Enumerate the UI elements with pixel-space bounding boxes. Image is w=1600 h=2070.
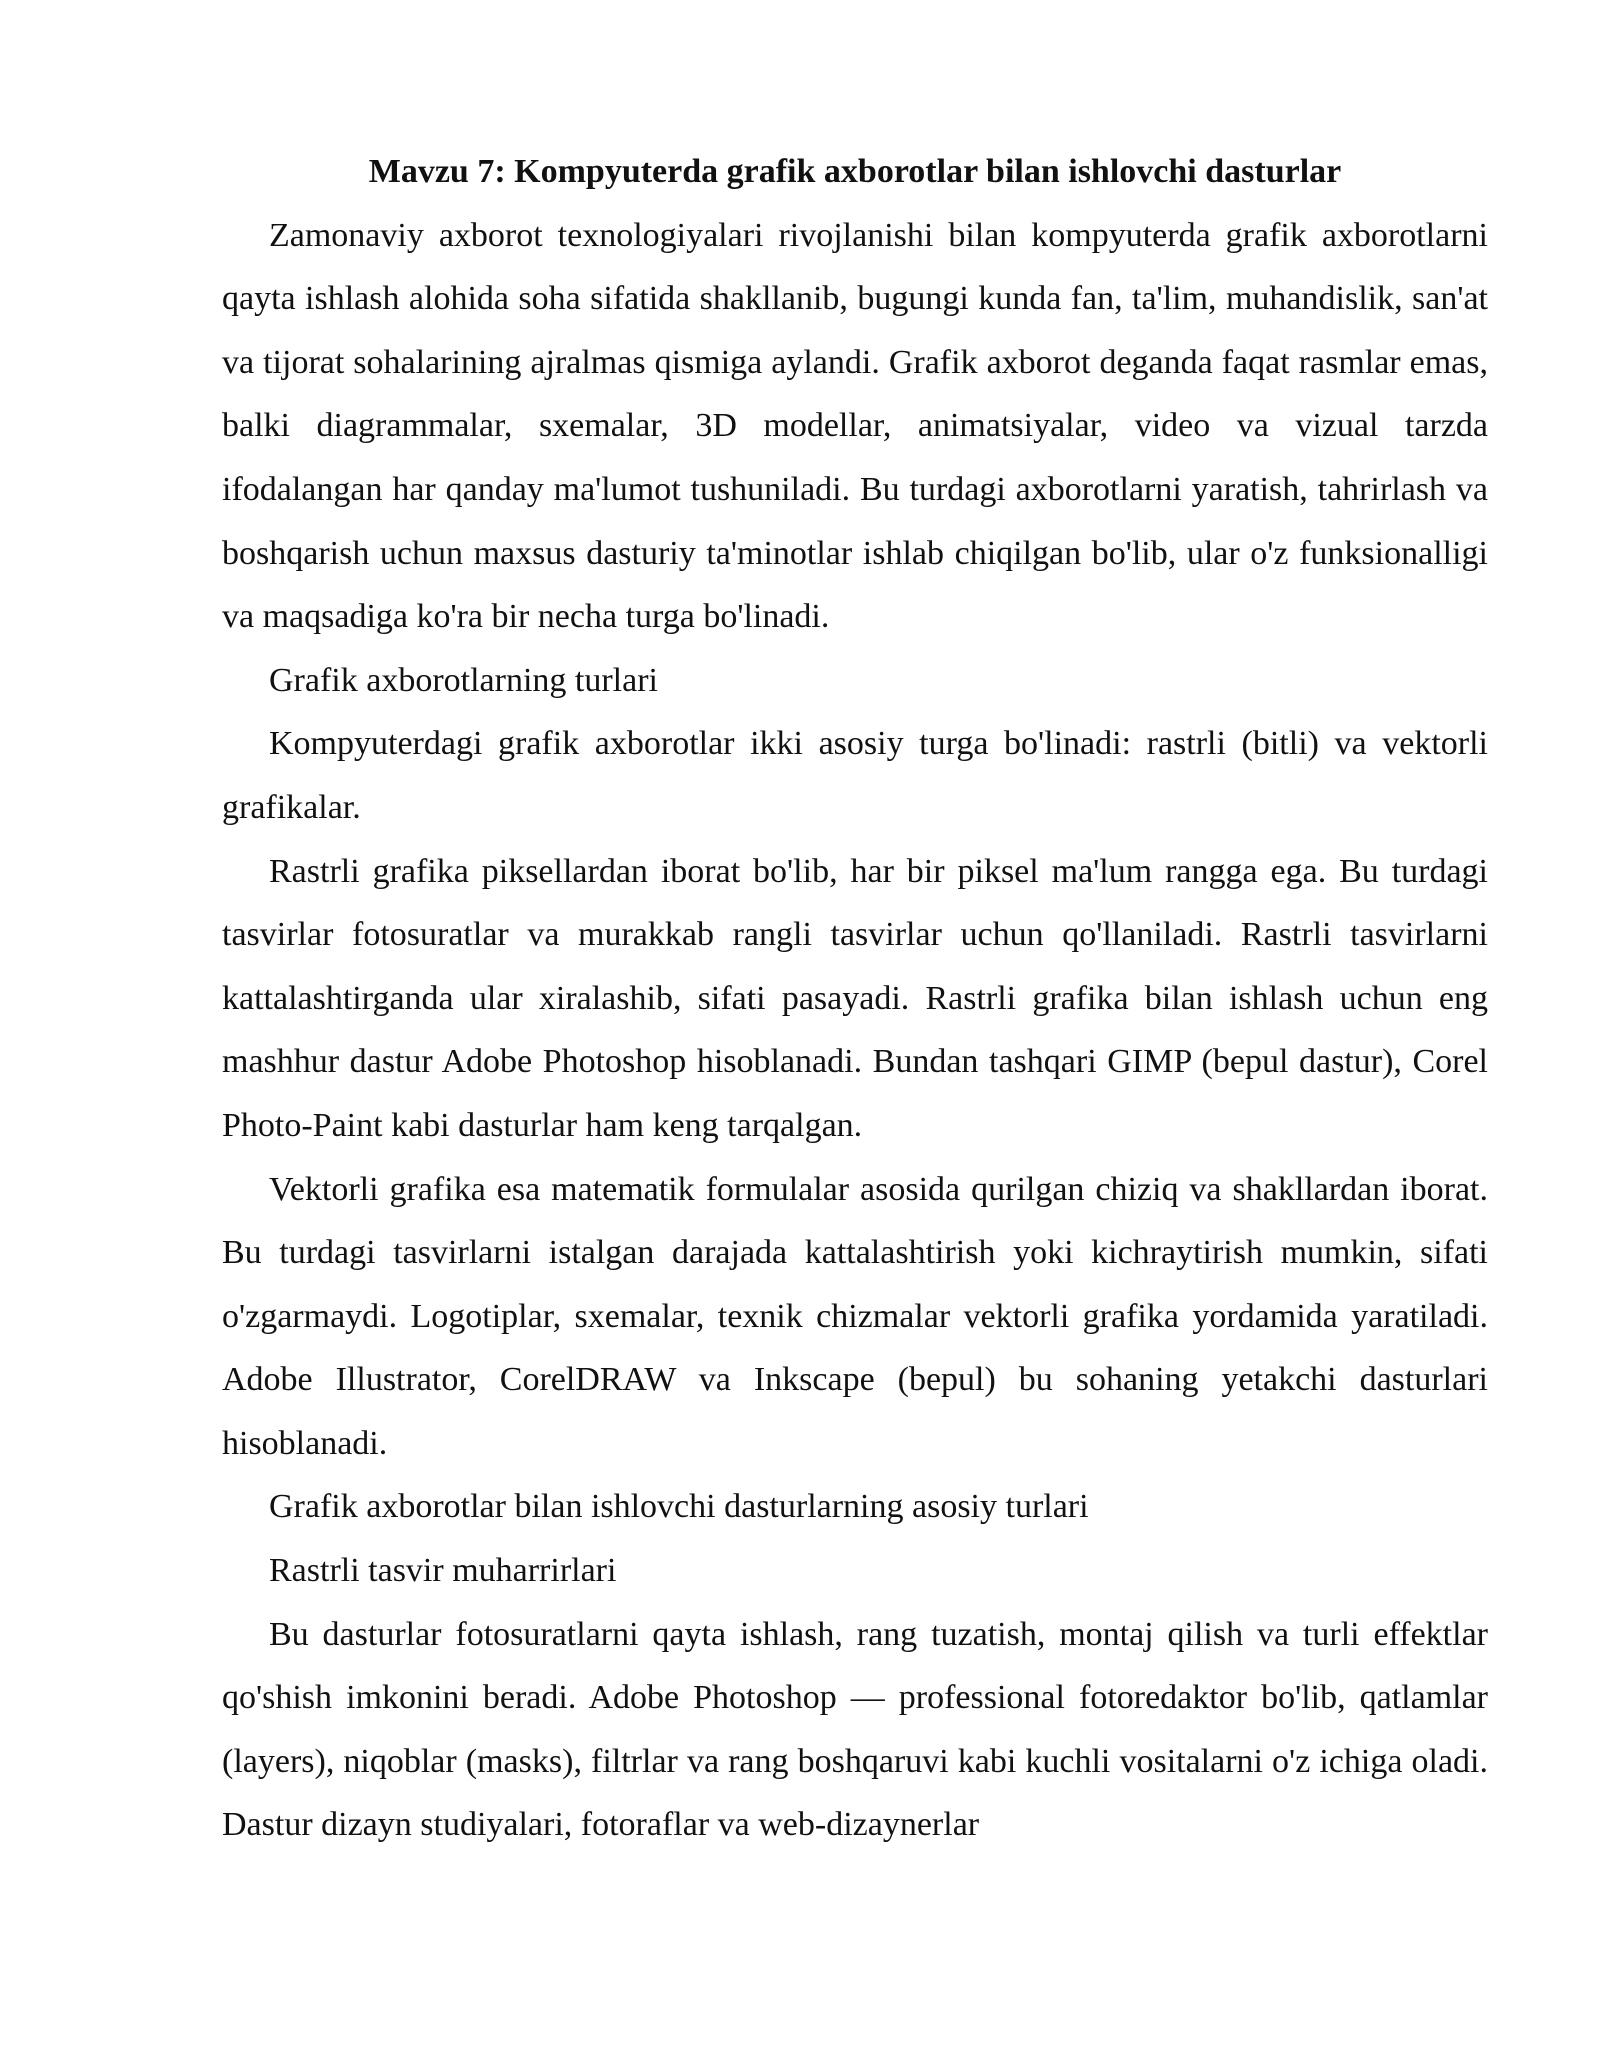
paragraph-vector-graphics: Vektorli grafika esa matematik formulalar asosida qurilgan chiziq va shakllardan iborat. Bu turdagi tasvirlarni istalgan darajada kattalashtirish yoki kichraytirish mumkin, sifati o'zgarmaydi. Logotiplar, sxemalar, texnik chizmalar vektorli grafika yordamida yaratiladi. Adobe Illustrator, CorelDRAW va Inkscape (bepul) bu sohaning yetakchi dasturlari hisoblanadi.: [222, 1170, 1488, 1462]
section-heading-program-types: Grafik axborotlar bilan ishlovchi dasturlarning asosiy turlari: [269, 1488, 1089, 1526]
paragraph-types-overview: Kompyuterdagi grafik axborotlar ikki asosiy turga bo'linadi: rastrli (bitli) va vektorli grafikalar.: [222, 725, 1488, 826]
document-page: [222, 140, 1488, 1857]
section-heading-types: Grafik axborotlarning turlari: [269, 661, 658, 699]
subsection-heading-raster-editors: Rastrli tasvir muharrirlari: [269, 1552, 617, 1590]
paragraph-intro: Zamonaviy axborot texnologiyalari rivojlanishi bilan kompyuterda grafik axborotlarni qayta ishlash alohida soha sifatida shakllanib, bugungi kunda fan, ta'lim, muhandislik, san'at va tijorat sohalarining ajralmas qismiga aylandi. Grafik axborot deganda faqat rasmlar emas, balki diagrammalar, sxemalar, 3D modellar, animatsiyalar, video va vizual tarzda ifodalangan har qanday ma'lumot tushuniladi. Bu turdagi axborotlarni yaratish, tahrirlash va boshqarish uchun maxsus dasturiy ta'minotlar ishlab chiqilgan bo'lib, ular o'z funksionalligi va maqsadiga ko'ra bir necha turga bo'linadi.: [222, 216, 1488, 636]
paragraph-raster-graphics: Rastrli grafika piksellardan iborat bo'lib, har bir piksel ma'lum rangga ega. Bu turdagi tasvirlar fotosuratlar va murakkab rangli tasvirlar uchun qo'llaniladi. Rastrli tasvirlarni kattalashtirganda ular xiralashib, sifati pasayadi. Rastrli grafika bilan ishlash uchun eng mashhur dastur Adobe Photoshop hisoblanadi. Bundan tashqari GIMP (bepul dastur), Corel Photo-Paint kabi dasturlar ham keng tarqalgan.: [222, 852, 1488, 1144]
paragraph-raster-editors: Bu dasturlar fotosuratlarni qayta ishlash, rang tuzatish, montaj qilish va turli effektlar qo'shish imkonini beradi. Adobe Photoshop — professional fotoredaktor bo'lib, qatlamlar (layers), niqoblar (masks), filtrlar va rang boshqaruvi kabi kuchli vositalarni o'z ichiga oladi. Dastur dizayn studiyalari, fotoraflar va web-dizaynerlar: [222, 1615, 1488, 1844]
document-title: Mavzu 7: Kompyuterda grafik axborotlar bilan ishlovchi dasturlar: [368, 153, 1342, 190]
